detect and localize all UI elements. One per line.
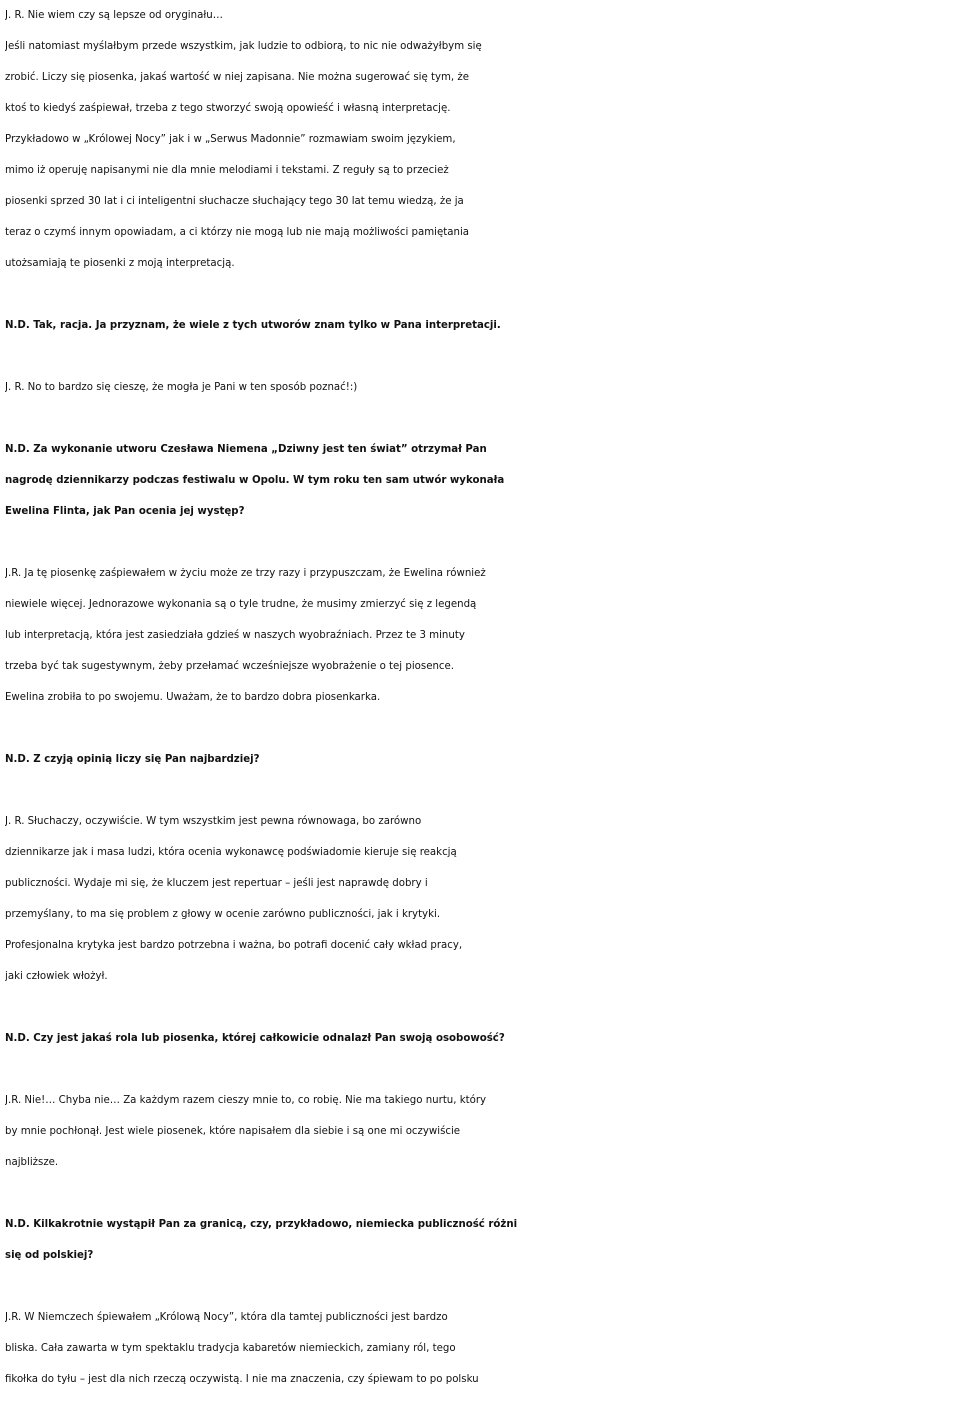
answer-line: Jeśli natomiast myślałbym przede wszystkim, jak ludzie to odbiorą, to nic nie odważyłbym się [5, 41, 482, 52]
question-line: N.D. Kilkakrotnie wystąpił Pan za granicą, czy, przykładowo, niemiecka publiczność różni [5, 1219, 518, 1230]
answer-line: publiczności. Wydaje mi się, że kluczem jest repertuar – jeśli jest naprawdę dobry i [5, 878, 428, 889]
answer-line: niewiele więcej. Jednorazowe wykonania są o tyle trudne, że musimy zmierzyć się z legendą [5, 599, 477, 610]
answer-line: by mnie pochłonął. Jest wiele piosenek, które napisałem dla siebie i są one mi oczywiście [5, 1126, 461, 1137]
answer-line: trzeba być tak sugestywnym, żeby przełamać wcześniejsze wyobrażenie o tej piosence. [5, 661, 455, 672]
answer-line: Ewelina zrobiła to po swojemu. Uważam, że to bardzo dobra piosenkarka. [5, 692, 381, 703]
answer-line: J. R. No to bardzo się cieszę, że mogła je Pani w ten sposób poznać!:) [5, 382, 358, 393]
blank-line [5, 341, 957, 372]
answer-line: J. R. Nie wiem czy są lepsze od oryginału… [5, 10, 223, 21]
blank-line [5, 992, 957, 1023]
answer-line: najbliższe. [5, 1157, 59, 1168]
answer-line: jaki człowiek włożył. [5, 971, 108, 982]
answer-line: lub interpretacją, która jest zasiedziała gdzieś w naszych wyobraźniach. Przez te 3 minuty [5, 630, 465, 641]
answer-line: ktoś to kiedyś zaśpiewał, trzeba z tego stworzyć swoją opowieść i własną interpretację. [5, 103, 451, 114]
question-line: nagrodę dziennikarzy podczas festiwalu w Opolu. W tym roku ten sam utwór wykonała [5, 475, 505, 486]
answer-line: J.R. Ja tę piosenkę zaśpiewałem w życiu może ze trzy razy i przypuszczam, że Ewelina również [5, 568, 486, 579]
answer-line: J. R. Słuchaczy, oczywiście. W tym wszystkim jest pewna równowaga, bo zarówno [5, 816, 422, 827]
answer-line: J.R. Nie!… Chyba nie… Za każdym razem cieszy mnie to, co robię. Nie ma takiego nurtu, który [5, 1095, 487, 1106]
blank-line [5, 1054, 957, 1085]
answer-line: teraz o czymś innym opowiadam, a ci którzy nie mogą lub nie mają możliwości pamiętania [5, 227, 470, 238]
interview-document [5, 0, 957, 1395]
blank-line [5, 279, 957, 310]
blank-line [5, 1178, 957, 1209]
answer-line: zrobić. Liczy się piosenka, jakaś wartość w niej zapisana. Nie można sugerować się tym, że [5, 72, 470, 83]
answer-line: Przykładowo w „Królowej Nocy” jak i w „Serwus Madonnie” rozmawiam swoim językiem, [5, 134, 456, 145]
question-line: N.D. Z czyją opinią liczy się Pan najbardziej? [5, 754, 260, 765]
answer-line: fikołka do tyłu – jest dla nich rzeczą oczywistą. I nie ma znaczenia, czy śpiewam to po polsku [5, 1374, 479, 1385]
answer-line: J.R. W Niemczech śpiewałem „Królową Nocy”, która dla tamtej publiczności jest bardzo [5, 1312, 448, 1323]
blank-line [5, 527, 957, 558]
answer-line: Profesjonalna krytyka jest bardzo potrzebna i ważna, bo potrafi docenić cały wkład pracy, [5, 940, 463, 951]
answer-line: bliska. Cała zawarta w tym spektaklu tradycja kabaretów niemieckich, zamiany ról, tego [5, 1343, 456, 1354]
question-line: N.D. Tak, racja. Ja przyznam, że wiele z tych utworów znam tylko w Pana interpretacji. [5, 320, 501, 331]
answer-line: przemyślany, to ma się problem z głowy w ocenie zarówno publiczności, jak i krytyki. [5, 909, 441, 920]
question-line: N.D. Za wykonanie utworu Czesława Niemena „Dziwny jest ten świat” otrzymał Pan [5, 444, 487, 455]
answer-line: dziennikarze jak i masa ludzi, która ocenia wykonawcę podświadomie kieruje się reakcją [5, 847, 457, 858]
question-line: N.D. Czy jest jakaś rola lub piosenka, której całkowicie odnalazł Pan swoją osobowość? [5, 1033, 505, 1044]
answer-line: mimo iż operuję napisanymi nie dla mnie melodiami i tekstami. Z reguły są to przecież [5, 165, 449, 176]
question-line: Ewelina Flinta, jak Pan ocenia jej występ? [5, 506, 245, 517]
answer-line: piosenki sprzed 30 lat i ci inteligentni słuchacze słuchający tego 30 lat temu wiedzą, że ja [5, 196, 464, 207]
blank-line [5, 775, 957, 806]
question-line: się od polskiej? [5, 1250, 94, 1261]
blank-line [5, 403, 957, 434]
blank-line [5, 1271, 957, 1302]
blank-line [5, 713, 957, 744]
answer-line: utożsamiają te piosenki z moją interpretacją. [5, 258, 235, 269]
